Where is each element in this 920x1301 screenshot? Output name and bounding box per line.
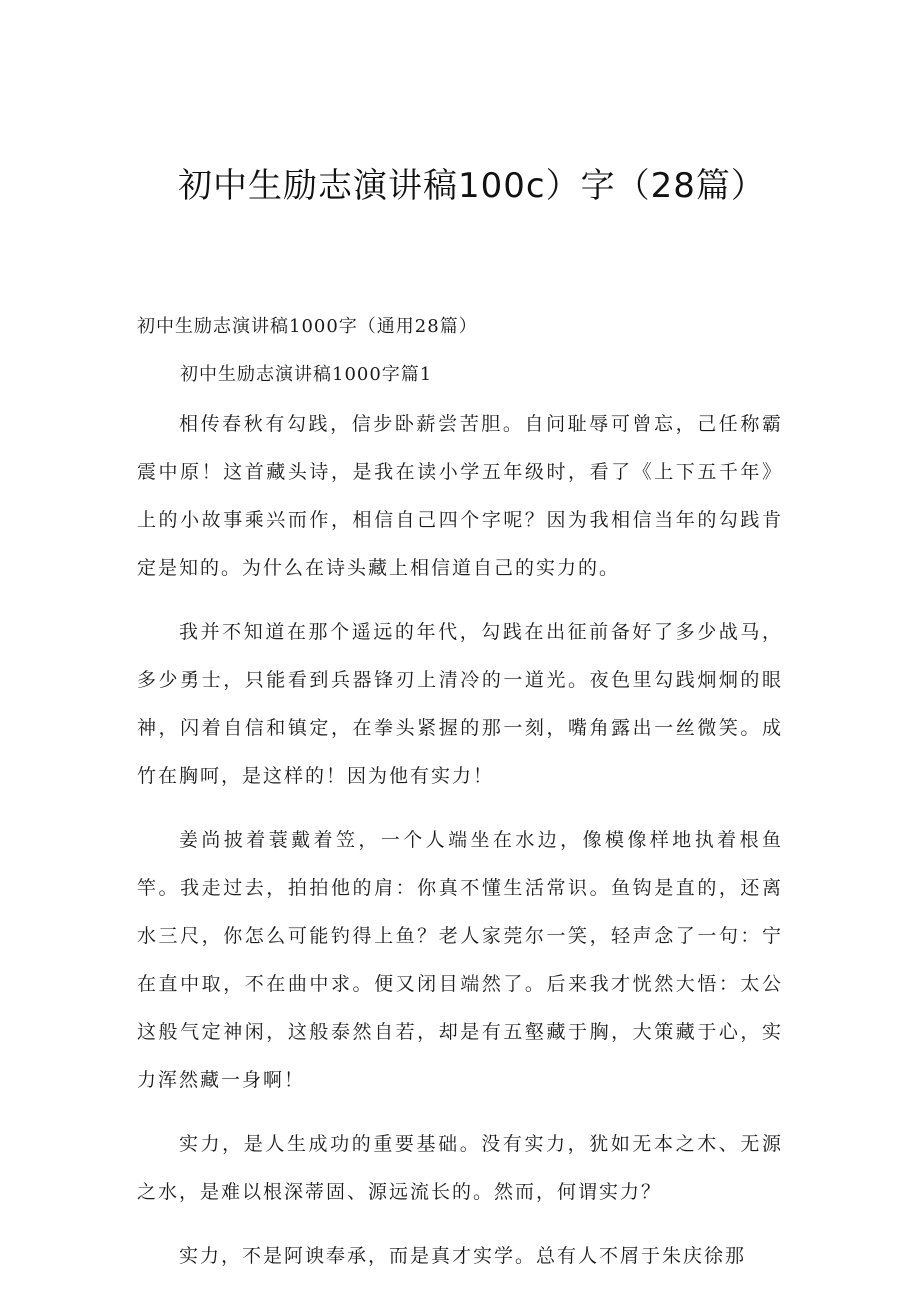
document-title: 初中生励志演讲稿100c）字（28篇） — [178, 166, 766, 206]
section-heading: 初中生励志演讲稿1000字篇1 — [180, 364, 433, 385]
paragraph-1: 相传春秋有勾践，信步卧薪尝苦胆。自问耻辱可曾忘，己任称霸震中原！这首藏头诗，是我在读小学五年级时，看了《上下五千年》上的小故事乘兴而作，相信自己四个字呢？因为我相信当年的勾践肯定是知的。为什么在诗头藏上相信道自己的实力的。 — [137, 413, 783, 579]
document-subtitle: 初中生励志演讲稿1000字（通用28篇） — [137, 316, 478, 337]
paragraph-5: 实力，不是阿谀奉承，而是真才实学。总有人不屑于朱庆徐那 — [179, 1245, 747, 1267]
paragraph-2: 我并不知道在那个遥远的年代，勾践在出征前备好了多少战马，多少勇士，只能看到兵器锋刃上清冷的一道光。夜色里勾践炯炯的眼神，闪着自信和镇定，在拳头紧握的那一刻，嘴角露出一丝微笑。成竹在胸呵，是这样的！因为他有实力！ — [137, 621, 783, 787]
body-text — [137, 400, 783, 1296]
paragraph-3: 姜尚披着蓑戴着笠，一个人端坐在水边，像模像样地执着根鱼竿。我走过去，拍拍他的肩：你真不懂生活常识。鱼钩是直的，还离水三尺，你怎么可能钓得上鱼？老人家莞尔一笑，轻声念了一句：宁在直中取，不在曲中求。便又闭目端然了。后来我才恍然大悟：太公这般气定神闲，这般泰然自若，却是有五壑藏于胸，大策藏于心，实力浑然藏一身啊！ — [137, 829, 783, 1091]
paragraph-4: 实力，是人生成功的重要基础。没有实力，犹如无本之木、无源之水，是难以根深蒂固、源远流长的。然而，何谓实力？ — [137, 1133, 783, 1203]
